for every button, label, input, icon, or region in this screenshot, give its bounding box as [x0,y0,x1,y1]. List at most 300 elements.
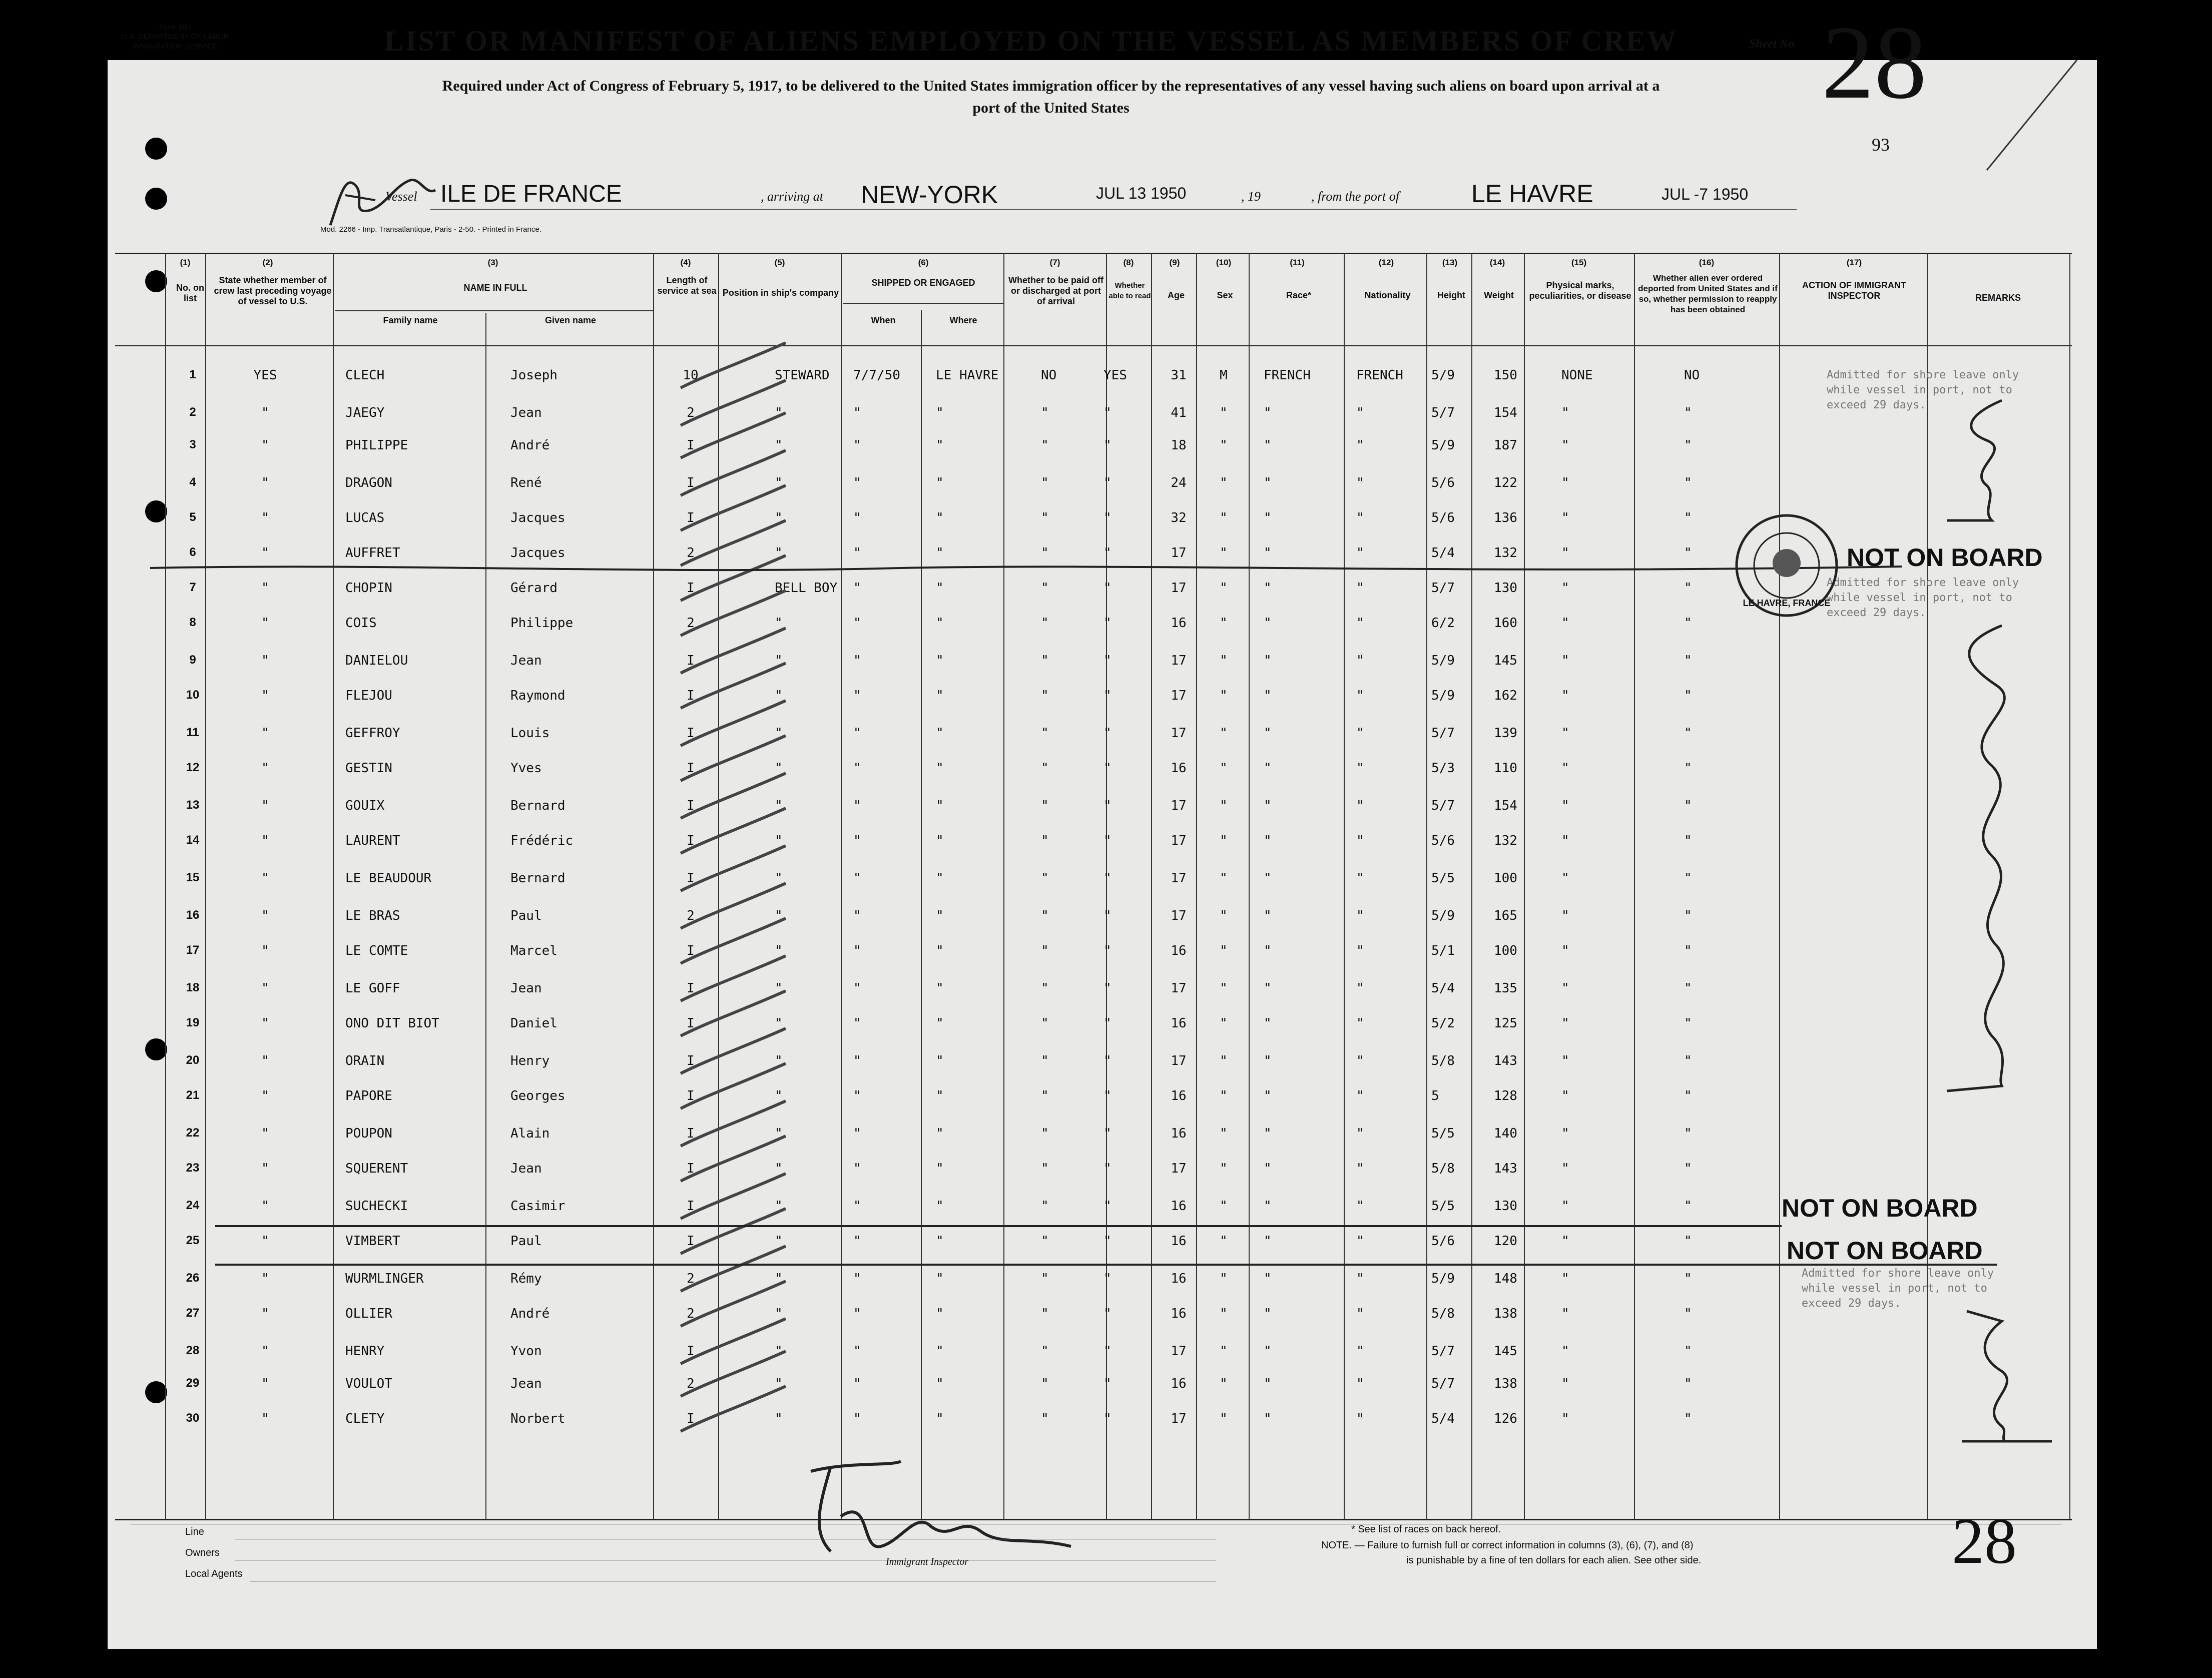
cell-prev: " [261,1161,269,1176]
cell-marks: " [1561,1411,1569,1426]
row-number: 27 [186,1306,200,1320]
cell-position: " [775,1126,783,1141]
cell-family: DRAGON [345,475,392,490]
cell-marks: " [1561,545,1569,561]
cell-nat: " [1356,1161,1364,1176]
cell-height: 5/7 [1431,1344,1455,1359]
cell-age: 17 [1171,726,1187,741]
cell-read: " [1103,1376,1112,1391]
cell-weight: 130 [1494,581,1517,596]
cell-service: I [687,833,695,848]
cell-position: " [775,438,783,453]
check-mark [681,343,786,388]
cell-family: ORAIN [345,1053,385,1068]
cell-nat: FRENCH [1356,368,1403,383]
sheet-label: Sheet No. [1749,38,1797,51]
cell-marks: " [1561,908,1569,923]
table-row [0,1009,2212,1045]
cell-given: Norbert [510,1411,566,1426]
remarks-squiggle [1937,395,2067,1206]
cell-family: COIS [345,616,377,631]
cell-position: STEWARD [775,368,830,383]
cell-race: " [1264,981,1272,996]
cell-marks: " [1561,1344,1569,1359]
cell-family: PHILIPPE [345,438,408,453]
footer-agents-label: Local Agents [185,1568,243,1579]
cell-race: " [1264,726,1272,741]
row-number: 1 [189,368,196,381]
cell-service: 10 [683,368,699,383]
row-number: 23 [186,1161,200,1175]
cell-height: 5/6 [1431,1234,1455,1249]
cell-given: Philippe [510,616,574,631]
cell-weight: 130 [1494,1199,1517,1214]
cell-sex: " [1220,475,1228,490]
cell-where: " [936,688,944,703]
cell-marks: " [1561,1306,1569,1321]
cell-weight: 187 [1494,438,1517,453]
cell-prev: " [261,981,269,996]
cell-weight: 154 [1494,798,1517,813]
cell-deported: " [1684,833,1692,848]
cell-when: " [853,1306,861,1321]
row-number: 10 [186,688,200,702]
cell-service: I [687,1126,695,1141]
cell-given: Bernard [510,798,566,813]
cell-sex: " [1220,438,1228,453]
cell-family: GESTIN [345,761,392,776]
row-number: 21 [186,1088,200,1102]
cell-service: I [687,688,695,703]
row-number: 17 [186,943,200,957]
cell-when: " [853,1376,861,1391]
cell-height: 5/2 [1431,1016,1455,1031]
cell-age: 16 [1171,1234,1187,1249]
cell-where: " [936,908,944,923]
cell-where: " [936,475,944,490]
vessel-name: ILE DE FRANCE [440,181,622,207]
column-number: (6) [918,258,929,267]
column-number: (8) [1123,258,1134,267]
col-header-name: NAME IN FULL [463,283,527,293]
cell-position: " [775,1306,783,1321]
cell-paid: " [1041,1053,1049,1068]
row-number: 18 [186,981,200,994]
remarks-squiggle-bottom [1952,1301,2062,1451]
cell-when: " [853,581,861,596]
cell-when: " [853,943,861,958]
cell-race: " [1264,1126,1272,1141]
cell-paid: " [1041,1161,1049,1176]
cell-read: " [1103,1411,1112,1426]
cell-age: 17 [1171,798,1187,813]
cell-race: " [1264,1411,1272,1426]
cell-race: " [1264,1161,1272,1176]
cell-sex: " [1220,653,1228,668]
cell-read: " [1103,405,1112,420]
check-mark [681,701,786,746]
cell-read: " [1103,616,1112,631]
cell-read: YES [1103,368,1127,383]
cell-when: " [853,1053,861,1068]
cell-service: 2 [687,1376,695,1391]
cell-deported: " [1684,1344,1692,1359]
cell-height: 5/6 [1431,475,1455,490]
cell-service: 2 [687,545,695,561]
cell-family: LE BEAUDOUR [345,871,432,886]
cell-given: Jacques [510,545,566,561]
cell-position: " [775,1161,783,1176]
cell-read: " [1103,545,1112,561]
vessel-label: Vessel [385,189,417,204]
cell-weight: 143 [1494,1161,1517,1176]
col-header-age: Age [1167,290,1185,300]
col-header-where: Where [949,315,977,325]
cell-nat: " [1356,1088,1364,1103]
cell-position: " [775,798,783,813]
check-mark [681,846,786,891]
row-number: 7 [189,581,196,594]
cell-marks: " [1561,1088,1569,1103]
footer-owners-label: Owners [185,1547,220,1558]
table-row [0,1046,2212,1082]
cell-read: " [1103,581,1112,596]
form-service: IMMIGRATION SERVICE [132,42,218,51]
cell-service: I [687,1016,695,1031]
footer-line-label: Line [185,1526,204,1537]
check-mark [681,1246,786,1291]
cell-paid: " [1041,1234,1049,1249]
cell-service: I [687,1088,695,1103]
cell-read: " [1103,1306,1112,1321]
from-port-label: , from the port of [1311,189,1399,204]
cell-nat: " [1356,1411,1364,1426]
cell-sex: " [1220,1306,1228,1321]
cell-where: " [936,545,944,561]
table-row [0,864,2212,900]
cell-marks: " [1561,1161,1569,1176]
cell-when: 7/7/50 [853,368,900,383]
cell-position: " [775,616,783,631]
admitted-note-3: Admitted for shore leave only while vessel in port, not to exceed 29 days. [1802,1267,1994,1310]
column-number: (2) [262,258,273,267]
cell-when: " [853,475,861,490]
col-header-read: Whether able to read [1109,281,1151,300]
cell-service: I [687,1161,695,1176]
cell-paid: " [1041,1376,1049,1391]
check-mark [681,991,786,1036]
cell-height: 5/3 [1431,761,1455,776]
cell-position: " [775,943,783,958]
cell-nat: " [1356,1376,1364,1391]
cell-marks: " [1561,1053,1569,1068]
cell-position: " [775,1234,783,1249]
form-department: U.S. DEPARTMENT OF LABOR [121,33,229,41]
column-number: (9) [1169,258,1180,267]
table-row [0,646,2212,682]
inspector-label: Immigrant Inspector [886,1556,968,1567]
cell-where: " [936,1126,944,1141]
cell-marks: " [1561,475,1569,490]
table-row [0,754,2212,790]
cell-position: " [775,726,783,741]
cell-where: " [936,1234,944,1249]
cell-where: " [936,761,944,776]
check-mark [681,591,786,636]
cell-prev: " [261,871,269,886]
cell-prev: " [261,1088,269,1103]
cell-age: 16 [1171,1088,1187,1103]
cell-deported: " [1684,545,1692,561]
cell-age: 17 [1171,1053,1187,1068]
cell-read: " [1103,1161,1112,1176]
cell-given: Paul [510,1234,542,1249]
cell-when: " [853,653,861,668]
row-number: 13 [186,798,200,812]
cell-family: VOULOT [345,1376,392,1391]
cell-when: " [853,545,861,561]
cell-deported: " [1684,475,1692,490]
cell-where: " [936,1161,944,1176]
cell-sex: " [1220,1053,1228,1068]
cell-prev: " [261,1199,269,1214]
cell-sex: " [1220,510,1228,525]
cell-position: " [775,1376,783,1391]
cell-where: " [936,981,944,996]
check-mark [681,918,786,963]
cell-age: 17 [1171,871,1187,886]
row-number: 8 [189,616,196,629]
cell-family: LE GOFF [345,981,400,996]
cell-paid: " [1041,510,1049,525]
cell-paid: " [1041,833,1049,848]
cell-paid: " [1041,616,1049,631]
admitted-note-1: Admitted for shore leave only while vessel in port, not to exceed 29 days. [1827,369,2019,411]
cell-service: I [687,871,695,886]
check-mark [681,1101,786,1146]
cell-family: SQUERENT [345,1161,408,1176]
cell-position: " [775,1088,783,1103]
cell-nat: " [1356,908,1364,923]
cell-read: " [1103,1016,1112,1031]
col-header-race: Race* [1286,290,1312,300]
cell-where: " [936,798,944,813]
cell-read: " [1103,726,1112,741]
cell-weight: 139 [1494,726,1517,741]
cell-position: " [775,510,783,525]
cell-marks: " [1561,510,1569,525]
cell-sex: " [1220,798,1228,813]
cell-race: " [1264,1376,1272,1391]
cell-where: " [936,1271,944,1286]
cell-read: " [1103,688,1112,703]
cell-sex: " [1220,1161,1228,1176]
check-mark [681,628,786,673]
cell-prev: " [261,833,269,848]
cell-deported: " [1684,761,1692,776]
cell-marks: " [1561,1234,1569,1249]
cell-service: I [687,475,695,490]
cell-position: " [775,1016,783,1031]
cell-read: " [1103,1234,1112,1249]
row-number: 11 [186,726,199,739]
cell-given: Jean [510,653,542,668]
cell-when: " [853,1411,861,1426]
cell-where: " [936,653,944,668]
cell-paid: " [1041,1411,1049,1426]
cell-height: 5/4 [1431,545,1455,561]
cell-paid: " [1041,1306,1049,1321]
col-header-action: ACTION OF IMMIGRANT INSPECTOR [1802,280,1906,301]
cell-marks: " [1561,1126,1569,1141]
cell-age: 17 [1171,908,1187,923]
cell-weight: 148 [1494,1271,1517,1286]
row-number: 29 [186,1376,200,1390]
cell-age: 16 [1171,1376,1187,1391]
column-number: (1) [180,258,191,267]
cell-sex: " [1220,405,1228,420]
cell-read: " [1103,833,1112,848]
cell-prev: YES [253,368,277,383]
cell-paid: " [1041,475,1049,490]
cell-weight: 160 [1494,616,1517,631]
cell-position: " [775,1411,783,1426]
row-number: 26 [186,1271,200,1285]
cell-marks: " [1561,581,1569,596]
row-number: 9 [189,653,196,667]
cell-where: " [936,1088,944,1103]
cell-sex: " [1220,688,1228,703]
cell-position: " [775,871,783,886]
cell-prev: " [261,688,269,703]
cell-service: I [687,761,695,776]
cell-sex: " [1220,1126,1228,1141]
cell-position: " [775,981,783,996]
not-on-board-3: NOT ON BOARD [1787,1237,1983,1265]
cell-sex: " [1220,726,1228,741]
cell-when: " [853,688,861,703]
table-row [0,1119,2212,1155]
cell-read: " [1103,871,1112,886]
footer-note-2: NOTE. — Failure to furnish full or correct information in columns (3), (6), (7), and (8) [1321,1540,1694,1551]
cell-family: JAEGY [345,405,385,420]
cell-family: LE BRAS [345,908,400,923]
cell-prev: " [261,798,269,813]
cell-nat: " [1356,761,1364,776]
cell-paid: " [1041,1271,1049,1286]
column-number: (5) [774,258,785,267]
cell-given: Joseph [510,368,558,383]
cell-prev: " [261,1053,269,1068]
cell-prev: " [261,475,269,490]
cell-height: 5/7 [1431,405,1455,420]
cell-marks: " [1561,833,1569,848]
cell-race: " [1264,510,1272,525]
table-header-rule [115,345,2072,346]
cell-when: " [853,438,861,453]
cell-marks: " [1561,653,1569,668]
cell-age: 17 [1171,1161,1187,1176]
cell-when: " [853,1126,861,1141]
cell-deported: " [1684,871,1692,886]
cell-nat: " [1356,653,1364,668]
cell-race: " [1264,688,1272,703]
cell-deported: " [1684,726,1692,741]
cell-weight: 165 [1494,908,1517,923]
cell-deported: " [1684,908,1692,923]
cell-race: " [1264,1306,1272,1321]
cell-paid: " [1041,653,1049,668]
cell-where: " [936,581,944,596]
cell-paid: " [1041,405,1049,420]
cell-given: Daniel [510,1016,558,1031]
cell-sex: " [1220,981,1228,996]
check-mark [681,1136,786,1181]
cell-race: FRENCH [1264,368,1311,383]
column-number: (13) [1442,258,1458,267]
cell-family: VIMBERT [345,1234,400,1249]
cell-marks: " [1561,1271,1569,1286]
cell-deported: " [1684,981,1692,996]
cell-family: GOUIX [345,798,385,813]
cell-service: I [687,726,695,741]
cell-nat: " [1356,616,1364,631]
cell-given: Paul [510,908,542,923]
cell-family: LE COMTE [345,943,408,958]
inspector-signature [801,1451,1081,1571]
table-row [0,826,2212,862]
subheader-rule [335,310,653,311]
cell-height: 5/9 [1431,438,1455,453]
binder-hole [145,188,167,210]
cell-paid: " [1041,761,1049,776]
cell-read: " [1103,798,1112,813]
cell-position: " [775,1199,783,1214]
check-mark [681,956,786,1001]
cell-nat: " [1356,1053,1364,1068]
cell-race: " [1264,761,1272,776]
cell-paid: " [1041,545,1049,561]
cell-marks: " [1561,405,1569,420]
cell-nat: " [1356,475,1364,490]
cell-position: " [775,908,783,923]
cell-family: CLETY [345,1411,385,1426]
cell-nat: " [1356,1234,1364,1249]
check-mark [681,1028,786,1073]
check-mark [681,1281,786,1326]
check-mark [681,773,786,818]
cell-deported: " [1684,510,1692,525]
cell-family: LAURENT [345,833,400,848]
cell-sex: " [1220,1344,1228,1359]
cell-service: I [687,510,695,525]
cell-position: " [775,833,783,848]
cell-position: " [775,1271,783,1286]
cell-marks: " [1561,1016,1569,1031]
cell-when: " [853,1271,861,1286]
cell-weight: 140 [1494,1126,1517,1141]
cell-when: " [853,908,861,923]
col-header-paid-off: Whether to be paid off or discharged at port of arrival [1008,275,1103,306]
cell-paid: " [1041,1344,1049,1359]
cell-deported: " [1684,1234,1692,1249]
check-mark [681,520,786,566]
cell-position: " [775,475,783,490]
cell-prev: " [261,1234,269,1249]
cell-nat: " [1356,688,1364,703]
cell-weight: 110 [1494,761,1517,776]
cell-deported: " [1684,438,1692,453]
